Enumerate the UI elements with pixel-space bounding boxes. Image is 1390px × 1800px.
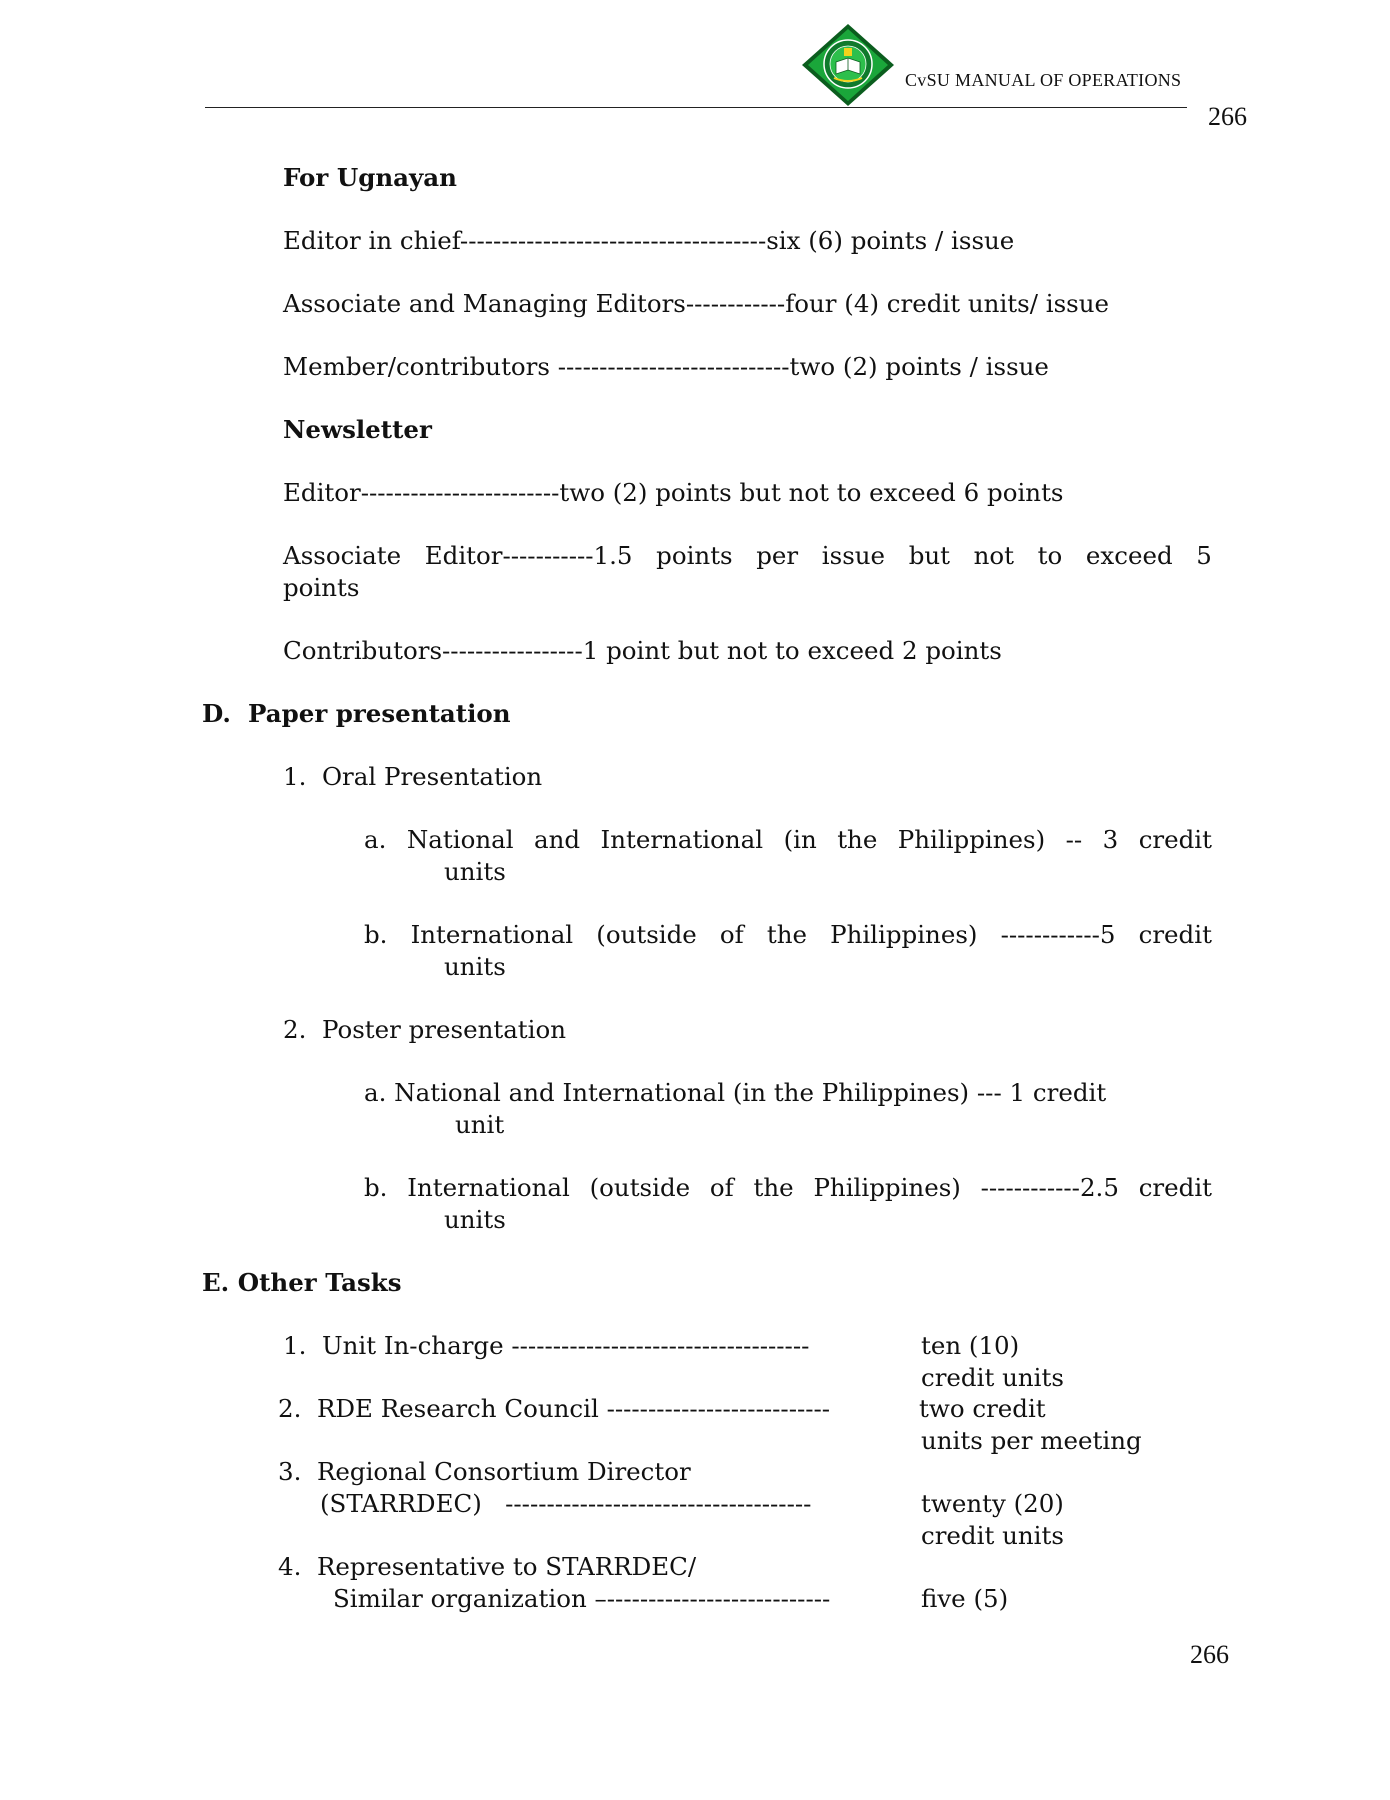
oral-presentation-title: 1. Oral Presentation <box>283 762 543 791</box>
poster-item-b: b. International (outside of the Philippines) ------------2.5 credit <box>364 1173 1212 1202</box>
poster-item-a-cont: unit <box>455 1110 505 1139</box>
ugnayan-row-editor: Editor in chief-------------------------------------six (6) points / issue <box>283 226 1015 255</box>
ugnayan-heading: For Ugnayan <box>283 163 457 192</box>
task-item-value: two credit <box>919 1394 1046 1423</box>
task-item-value-cont: units per meeting <box>921 1426 1142 1455</box>
task-item-label: 4. Representative to STARRDEC/ <box>278 1552 697 1581</box>
task-item-label-cont: (STARRDEC) ------------------------------------- <box>320 1489 812 1518</box>
task-item-label: 3. Regional Consortium Director <box>278 1457 691 1486</box>
ugnayan-row-associate: Associate and Managing Editors------------four (4) credit units/ issue <box>283 289 1110 318</box>
task-item-label-cont: Similar organization –--------------------------- <box>333 1584 831 1613</box>
header-rule <box>205 107 1187 108</box>
oral-item-b-cont: units <box>444 952 506 981</box>
task-item-value: twenty (20) <box>921 1489 1064 1518</box>
task-item-label: 1. Unit In-charge ------------------------------------ <box>283 1331 810 1360</box>
header-title: CvSU MANUAL OF OPERATIONS <box>905 70 1182 90</box>
task-item-value-cont: credit units <box>921 1521 1064 1550</box>
task-item-value: five (5) <box>921 1584 1009 1613</box>
poster-item-a: a. National and International (in the Philippines) --- 1 credit <box>364 1078 1107 1107</box>
poster-presentation-title: 2. Poster presentation <box>283 1015 567 1044</box>
newsletter-editor: Editor------------------------two (2) points but not to exceed 6 points <box>283 478 1064 507</box>
poster-item-b-cont: units <box>444 1205 506 1234</box>
newsletter-associate-cont: points <box>283 573 360 602</box>
newsletter-associate: Associate Editor-----------1.5 points per issue but not to exceed 5 <box>283 541 1212 570</box>
task-item-value-cont: credit units <box>921 1363 1064 1392</box>
header-page-number: 266 <box>1208 102 1247 131</box>
cvsu-seal-icon <box>800 22 896 108</box>
oral-item-a: a. National and International (in the Philippines) -- 3 credit <box>364 825 1212 854</box>
task-item-value: ten (10) <box>921 1331 1020 1360</box>
section-e-heading: E. Other Tasks <box>202 1268 402 1297</box>
section-d-heading: D. Paper presentation <box>202 699 511 728</box>
newsletter-contributors: Contributors-----------------1 point but not to exceed 2 points <box>283 636 1002 665</box>
oral-item-a-cont: units <box>444 857 506 886</box>
oral-item-b: b. International (outside of the Philippines) ------------5 credit <box>364 920 1212 949</box>
footer-page-number: 266 <box>1190 1640 1229 1669</box>
ugnayan-row-member: Member/contributors ----------------------------two (2) points / issue <box>283 352 1049 381</box>
newsletter-heading: Newsletter <box>283 415 432 444</box>
task-item-label: 2. RDE Research Council --------------------------- <box>278 1394 831 1423</box>
